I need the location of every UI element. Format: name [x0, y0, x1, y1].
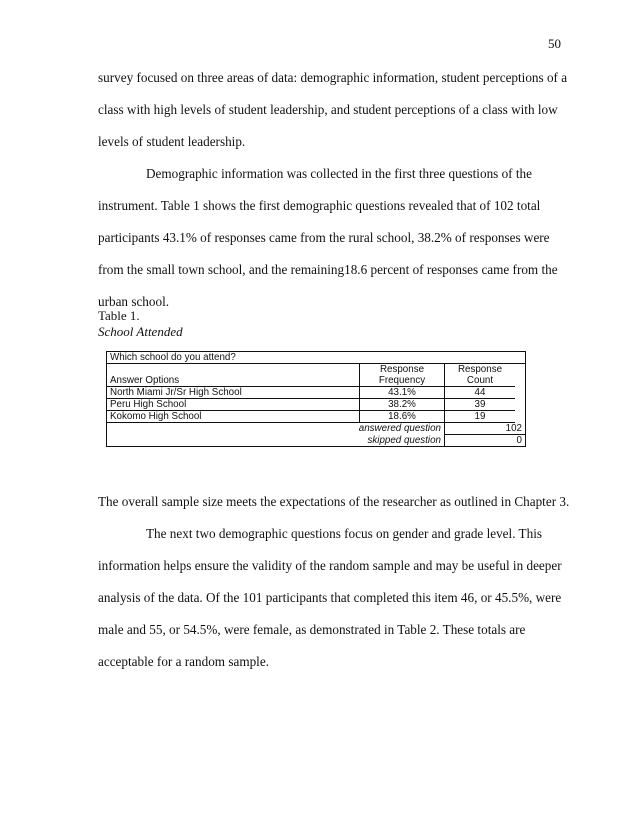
- count-header-line1: Response: [445, 364, 516, 376]
- response-count: 44: [445, 387, 516, 399]
- skipped-question-value: 0: [445, 435, 526, 447]
- paragraph-gender-grade: The next two demographic questions focus on gender and grade level. This information helps ensure the validity of the random sample and may be useful in deeper analysis of the data. Of the 101 participants that completed this item 46, or 45.5%, were male and 55, or 54.5%, were female, as demonstrated in Table 2. These totals are acceptable for a random sample.: [98, 526, 562, 669]
- table-row: [107, 411, 526, 423]
- page-number: 50: [548, 36, 561, 51]
- answer-option: Peru High School: [107, 399, 360, 411]
- frequency-header-line1: Response: [360, 364, 445, 376]
- table-question: Which school do you attend?: [107, 352, 516, 364]
- answer-option: North Miami Jr/Sr High School: [107, 387, 360, 399]
- response-count: 39: [445, 399, 516, 411]
- answer-option: Kokomo High School: [107, 411, 360, 423]
- answered-question-label: answered question: [107, 423, 445, 435]
- paragraph-survey-areas: survey focused on three areas of data: demographic information, student perceptions of a class with high levels of student leadership, and student perceptions of a class with low levels of student leadership.: [98, 70, 568, 149]
- response-frequency: 43.1%: [360, 387, 445, 399]
- count-header-line2: Count: [445, 375, 516, 387]
- frequency-header-line2: Frequency: [360, 375, 445, 387]
- skipped-question-label: skipped question: [107, 435, 445, 447]
- table-number: Table 1.: [98, 308, 140, 323]
- paragraph-demographic-info: Demographic information was collected in the first three questions of the instrument. Table 1 shows the first demographic questions revealed that of 102 total participants 43.1% of responses came from the rural school, 38.2% of responses were from the small town school, and the remaining18.6 percent of responses came from the urban school.: [98, 166, 558, 309]
- response-frequency: 18.6%: [360, 411, 445, 423]
- table-row: [107, 399, 526, 411]
- table-caption: [98, 308, 183, 340]
- response-frequency: 38.2%: [360, 399, 445, 411]
- answer-options-header: Answer Options: [107, 375, 360, 387]
- table-row: [107, 387, 526, 399]
- answered-question-value: 102: [445, 423, 526, 435]
- table-title: School Attended: [98, 324, 183, 339]
- paragraph-sample-size: The overall sample size meets the expectations of the researcher as outlined in Chapter 3.: [98, 494, 570, 509]
- response-count: 19: [445, 411, 516, 423]
- school-attended-table: [106, 351, 526, 447]
